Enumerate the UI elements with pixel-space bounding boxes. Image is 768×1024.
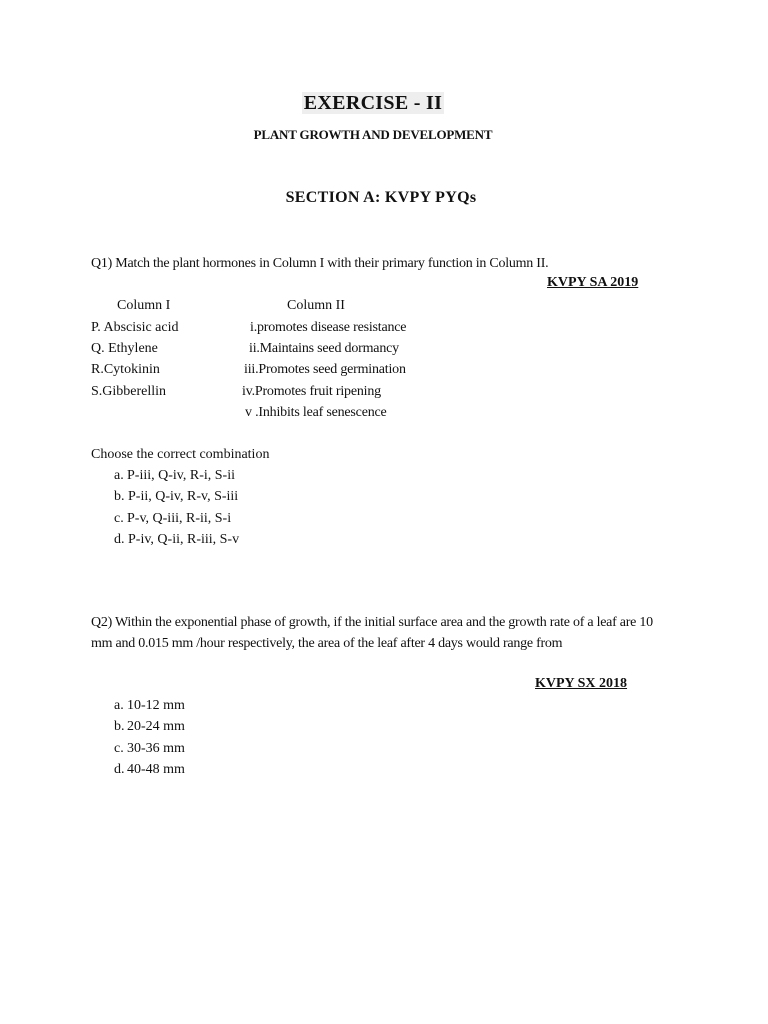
q2-option-letter: a. xyxy=(114,698,124,713)
q1-column2-header: Column II xyxy=(287,298,345,313)
q1-option-letter: d. xyxy=(114,532,125,547)
q1-column1-header: Column I xyxy=(117,298,171,313)
q1-column1-item: R.Cytokinin xyxy=(91,362,160,377)
section-heading: SECTION A: KVPY PYQs xyxy=(285,189,477,206)
q2-option-d: 40-48 mm xyxy=(127,762,185,777)
q1-column2-item: iv.Promotes fruit ripening xyxy=(242,384,381,399)
q1-option-letter: c. xyxy=(114,511,124,526)
q1-column1-item: Q. Ethylene xyxy=(91,341,158,356)
q2-option-b: 20-24 mm xyxy=(127,719,185,734)
q1-column2-item: ii.Maintains seed dormancy xyxy=(249,341,399,356)
q1-option-letter: a. xyxy=(114,468,124,483)
q2-option-a: 10-12 mm xyxy=(127,698,185,713)
chapter-subtitle: PLANT GROWTH AND DEVELOPMENT xyxy=(253,127,493,142)
q2-option-letter: d. xyxy=(114,762,125,777)
page-title-text: EXERCISE - II xyxy=(303,92,443,114)
q1-prompt: Choose the correct combination xyxy=(91,447,270,462)
q2-stem: Q2) Within the exponential phase of growth, if the initial surface area and the growth rate of a leaf are 10 mm and 0.015 mm /hour respectively, the area of the leaf after 4 days would range from xyxy=(91,615,653,651)
q1-option-a: P-iii, Q-iv, R-i, S-ii xyxy=(127,468,235,483)
q1-column2-item: i.promotes disease resistance xyxy=(250,320,407,335)
q2-option-c: 30-36 mm xyxy=(127,741,185,756)
q1-column2-item: iii.Promotes seed germination xyxy=(244,362,406,377)
q1-stem: Q1) Match the plant hormones in Column I with their primary function in Column II. xyxy=(91,256,549,271)
q1-option-b: P-ii, Q-iv, R-v, S-iii xyxy=(128,489,239,504)
q1-option-c: P-v, Q-iii, R-ii, S-i xyxy=(127,511,232,526)
q2-source-tag: KVPY SX 2018 xyxy=(535,676,628,691)
q2-option-letter: b. xyxy=(114,719,125,734)
q1-option-letter: b. xyxy=(114,489,125,504)
q1-option-d: P-iv, Q-ii, R-iii, S-v xyxy=(128,532,240,547)
page-title xyxy=(0,92,746,115)
q1-column1-item: P. Abscisic acid xyxy=(91,320,179,335)
q1-column1-item: S.Gibberellin xyxy=(91,384,167,399)
q1-column2-item: v .Inhibits leaf senescence xyxy=(245,405,387,420)
q1-source-tag: KVPY SA 2019 xyxy=(547,275,639,290)
q2-option-letter: c. xyxy=(114,741,124,756)
